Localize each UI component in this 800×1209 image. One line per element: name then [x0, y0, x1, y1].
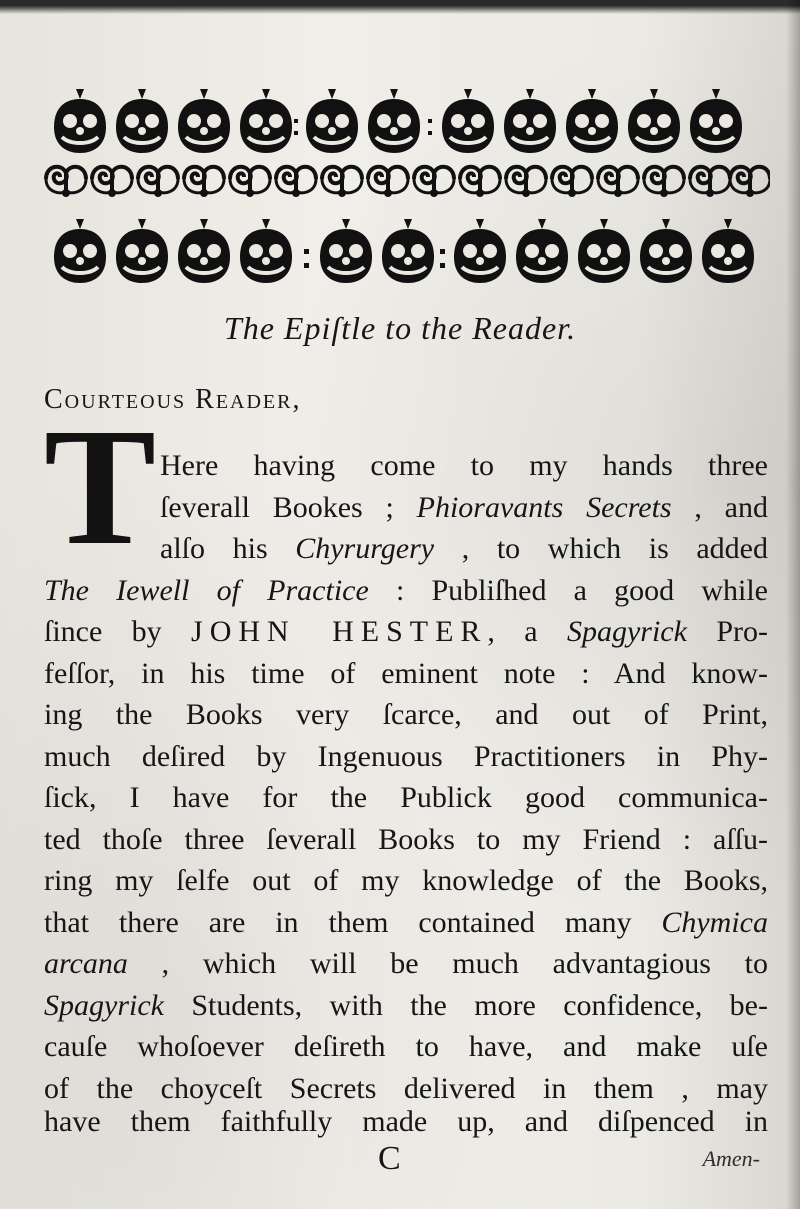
body-line-15: cauſe whoſoever deſireth to have, and make uſe [44, 1030, 768, 1063]
body-line-4-text-b: : Publiſhed a good while [368, 574, 768, 607]
body-line-17: have them faithfully made up, and diſpenced in [44, 1105, 768, 1138]
body-line-13-text-b: , which will be much advantagious to [127, 947, 768, 980]
body-line-1: Here having come to my hands three [160, 449, 768, 482]
body-line-16: of the choyceſt Secrets delivered in them , may [44, 1072, 768, 1105]
catchword: Amen- [702, 1146, 760, 1171]
body-line-3-italic: Chyrurgery [295, 532, 435, 565]
body-line-3-text-a: alſo his [160, 532, 296, 565]
body-line-3 [160, 531, 768, 567]
body-line-13-italic: arcana [44, 947, 128, 980]
body-line-3-text-c: , to which is added [434, 532, 768, 565]
body-line-2-text-a: ſeverall Bookes ; [160, 491, 417, 524]
body-line-9: ſick, I have for the Publick good communica- [44, 781, 768, 814]
body-line-2-text-c: , and [671, 491, 768, 524]
body-line-14-text-b: Students, with the more confidence, be- [163, 989, 768, 1022]
body-line-12 [44, 905, 768, 941]
body-line-4 [44, 573, 768, 609]
body-line-2-italic: Phioravants Secrets [416, 491, 672, 524]
body-line-12-text-a: that there are in them contained many [44, 906, 662, 939]
body-line-5-name: JOHN HESTER [191, 615, 488, 648]
body-line-5-text-a: ſince by [44, 615, 192, 648]
body-line-2 [160, 490, 768, 526]
body-line-5 [44, 614, 768, 650]
scan-shadow-top [0, 0, 800, 14]
body-line-10: ted thoſe three ſeverall Books to my Friend : aſſu- [44, 823, 768, 856]
body-line-4-italic: The Iewell of Practice [44, 574, 369, 607]
drop-cap: T [44, 394, 157, 580]
heading-part-epistle: Epiſtle [283, 310, 377, 346]
signature-mark: C [378, 1140, 401, 1177]
heading-part-to-the: to the [376, 310, 473, 346]
body-line-5-text-e: Pro- [686, 615, 768, 648]
body-line-6: feſſor, in his time of eminent note : And know- [44, 657, 768, 690]
printers-ornament-headpiece [44, 85, 770, 290]
body-line-13 [44, 946, 768, 982]
heading-part-the: The [223, 310, 284, 346]
epistle-heading [0, 310, 800, 347]
body-line-11: ring my ſelfe out of my knowledge of the Books, [44, 864, 768, 897]
body-line-5-italic: Spagyrick [566, 615, 687, 648]
body-line-7: ing the Books very ſcarce, and out of Print, [44, 698, 768, 731]
body-line-14 [44, 988, 768, 1024]
body-line-12-italic: Chymica [661, 906, 768, 939]
scan-shadow-right [786, 0, 800, 1209]
body-line-14-italic: Spagyrick [44, 989, 164, 1022]
body-line-5-text-c: , a [487, 615, 567, 648]
body-line-8: much deſired by Ingenuous Practitioners in Phy- [44, 740, 768, 773]
salutation: Courteous Reader, [44, 384, 302, 415]
heading-part-reader: Reader. [472, 310, 577, 346]
